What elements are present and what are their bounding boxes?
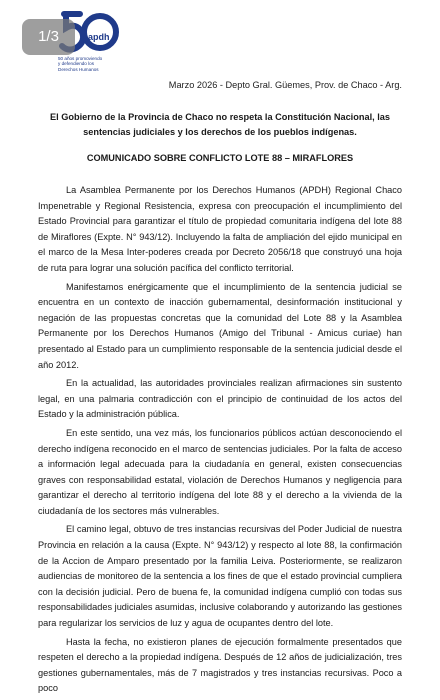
body-paragraph: Hasta la fecha, no existieron planes de ejecución formalmente presentados que respeten el derecho a la propiedad indígena. Después de 12 años de judicialización, tres gestiones gubernamentales, más de 7 magistrados y tres instancias recursivas. Poco a poco: [38, 636, 402, 694]
apdh-mark-text: apdh: [88, 32, 110, 42]
body-paragraph: El camino legal, obtuvo de tres instancias recursivas del Poder Judicial de nuestra Provincia en relación a la causa (Expte. N° 943/12) y respecto al lote 88, la confirmación de la Accion de Amparo presentado por la familia Leiva. Posteriormente, se realizaron audiencias de monitoreo de la sentencia a los fines de que el estado provincial cumpliera con la decisión judicial. Pero de buena fe, la comunidad indígena cumplió con todas sus responsabilidades judiciales asumidas, inclusive colaborando y autorizando las gestiones para regularizar los servicios de luz y agua de ocupantes dentro del lote.: [38, 524, 402, 629]
document-headline: El Gobierno de la Provincia de Chaco no respeta la Constitución Nacional, las sentencias judiciales y los derechos de los pueblos indígenas.: [49, 112, 391, 137]
body-paragraph: La Asamblea Permanente por los Derechos Humanos (APDH) Regional Chaco Impenetrable y Regional Resistencia, expresa con preocupación el incumplimiento del Estado Provincial para garantizar el título de propiedad comunitaria indígena del lote 88 de Miraflores (Expte. N° 943/12). Incluyendo la falta de ampliación del ejido municipal en el marco de la Mesa Inter-poderes creada por Decreto 2056/18 que construyó una hoja de ruta para lograr una solución pacífica del conflicto territorial.: [38, 185, 402, 273]
logo-tagline-line: Derechos Humanos: [58, 66, 99, 72]
date-line: Marzo 2026 - Depto Gral. Güemes, Prov. de Chaco - Arg.: [168, 80, 402, 90]
document-body: [38, 183, 402, 700]
body-paragraph: En la actualidad, las autoridades provinciales realizan afirmaciones sin sustento legal, en una palmaria contradicción con el principio de continuidad de los actos del Estado y la administración pública.: [38, 378, 402, 420]
logo-tagline: [58, 56, 122, 72]
page-indicator: 1/3: [22, 19, 75, 55]
body-paragraph: En este sentido, una vez más, los funcionarios públicos actúan desconociendo el derecho indígena reconocido en el marco de sentencias judiciales. Por la falta de acceso a información legal adecuada para la ciudadanía en general, existen consecuencias graves con responsabilidad estatal, violación de Derechos Humanos y negligencia para garantizar el derecho al territorio indígena del lote 88 y el derecho a la vivienda de la ciudadanía de los sectores más vulnerables.: [38, 427, 402, 516]
logo-tagline-line: 50 años promoviendo: [58, 56, 103, 61]
logo-tagline-line: y defendiendo los: [58, 61, 95, 67]
body-paragraph: Manifestamos enérgicamente que el incumplimiento de la sentencia judicial se encuentra en un contexto de inacción gubernamental, desinformación institucional y negación de las propuestas concretas que la comunidad del Lote 88 y la Asamblea Permanente por los Derechos Humanos (Amigo del Tribunal - Amicus curiae) han presentado al Estado para un cumplimiento responsable de la sentencia judicial desde el año 2012.: [38, 281, 402, 370]
document-subtitle: COMUNICADO SOBRE CONFLICTO LOTE 88 – MIRAFLORES: [86, 153, 354, 163]
